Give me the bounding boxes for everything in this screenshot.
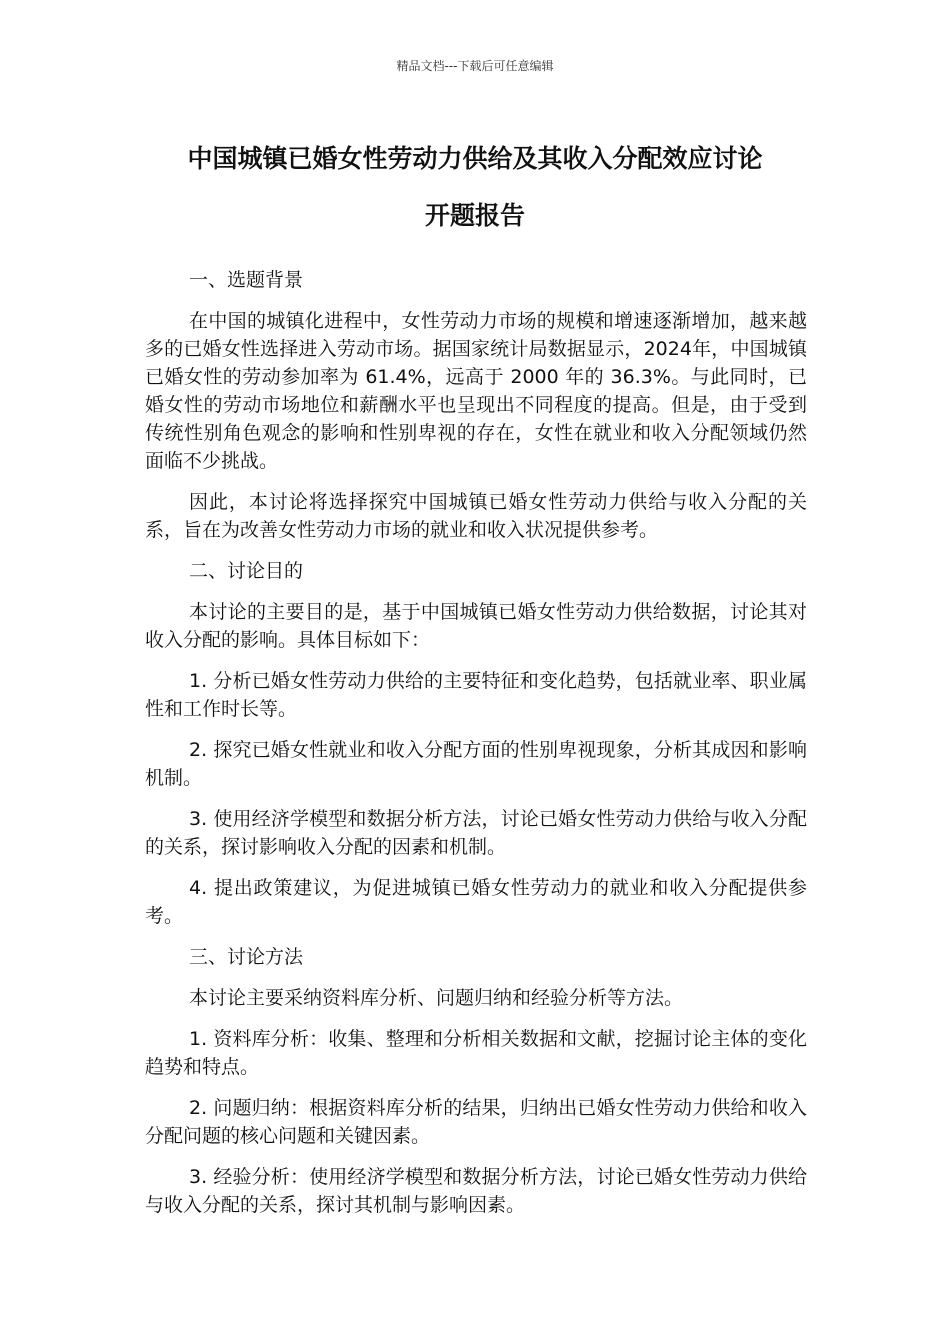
title-line-1: 中国城镇已婚女性劳动力供给及其收入分配效应讨论 [187,144,763,173]
page-header-note: 精品文档---下载后可任意编辑 [396,59,554,73]
document-body [145,266,807,1232]
title-line-2: 开题报告 [424,201,525,230]
purpose-item-4: 4. 提出政策建议，为促进城镇已婚女性劳动力的就业和收入分配提供参考。 [145,877,807,927]
purpose-item-2: 2. 探究已婚女性就业和收入分配方面的性别卑视现象，分析其成因和影响机制。 [145,739,807,789]
purpose-item-3: 3. 使用经济学模型和数据分析方法，讨论已婚女性劳动力供给与收入分配的关系，探讨影响收入分配的因素和机制。 [145,808,807,858]
purpose-item-1: 1. 分析已婚女性劳动力供给的主要特征和变化趋势，包括就业率、职业属性和工作时长等。 [145,670,807,720]
methods-item-1: 1. 资料库分析：收集、整理和分析相关数据和文献，挖掘讨论主体的变化趋势和特点。 [145,1028,807,1078]
background-conclusion-paragraph: 因此，本讨论将选择探究中国城镇已婚女性劳动力供给与收入分配的关系，旨在为改善女性劳动力市场的就业和收入状况提供参考。 [145,491,807,541]
background-paragraph: 在中国的城镇化进程中，女性劳动力市场的规模和增速逐渐增加，越来越多的已婚女性选择进入劳动市场。据国家统计局数据显示，2024年，中国城镇已婚女性的劳动参加率为 61.4%，远高于 2000 年的 36.3%。与此同时，已婚女性的劳动市场地位和薪酬水平也呈现出不同程度的提高。但是，由于受到传统性别角色观念的影响和性别卑视的存在，女性在就业和收入分配领域仍然面临不少挑战。 [145,310,807,472]
methods-item-2: 2. 问题归纳：根据资料库分析的结果，归纳出已婚女性劳动力供给和收入分配问题的核心问题和关键因素。 [145,1097,807,1147]
section-heading-methods: 三、讨论方法 [189,946,304,968]
section-heading-background: 一、选题背景 [189,269,304,291]
methods-intro-paragraph: 本讨论主要采纳资料库分析、问题归纳和经验分析等方法。 [189,987,684,1009]
methods-item-3: 3. 经验分析：使用经济学模型和数据分析方法，讨论已婚女性劳动力供给与收入分配的关系，探讨其机制与影响因素。 [145,1166,807,1216]
document-title [120,130,830,244]
purpose-intro-paragraph: 本讨论的主要目的是，基于中国城镇已婚女性劳动力供给数据，讨论其对收入分配的影响。具体目标如下： [145,601,807,651]
section-heading-purpose: 二、讨论目的 [189,560,304,582]
